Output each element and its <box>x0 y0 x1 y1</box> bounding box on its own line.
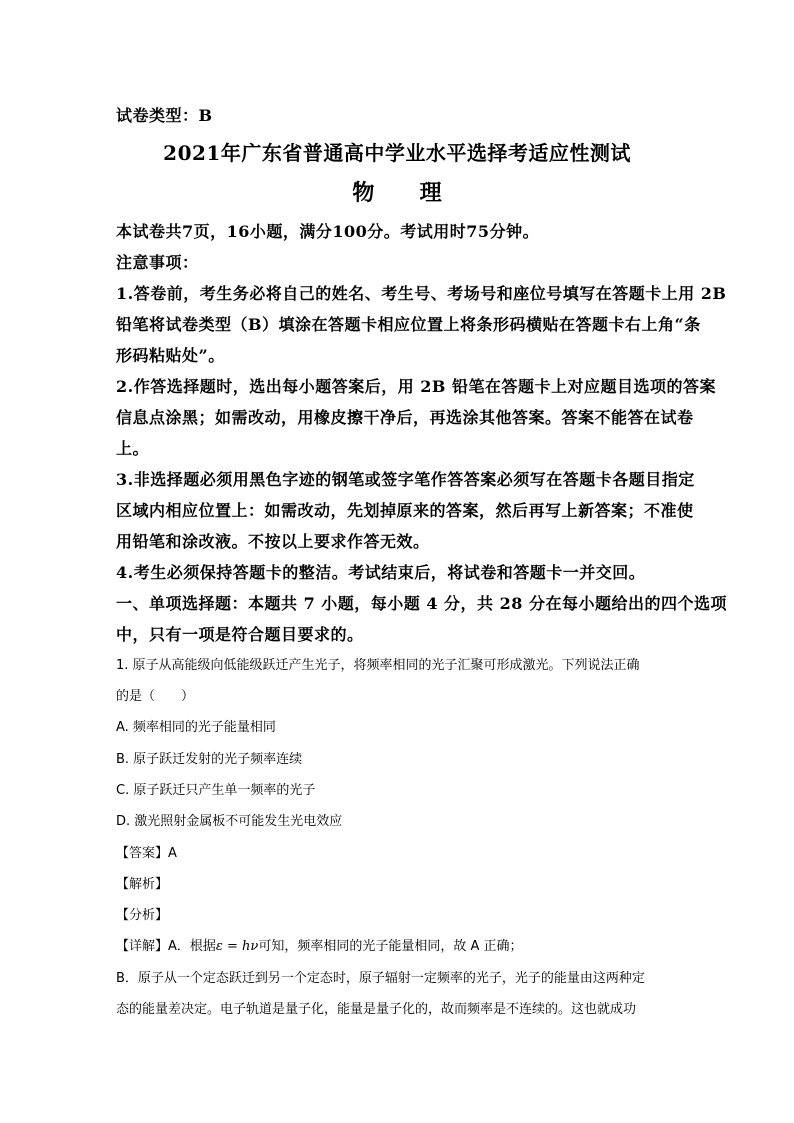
subject-char-1: 物 <box>352 180 375 206</box>
option-c: C. 原子跃迁只产生单一频率的光子 <box>116 783 316 798</box>
exam-summary: 本试卷共7页，16小题，满分100分。考试用时75分钟。 <box>116 222 540 241</box>
exam-title: 2021年广东省普通高中学业水平选择考适应性测试 <box>163 141 631 165</box>
notice-4-line-1: 4.考生必须保持答题卡的整洁。考试结束后，将试卷和答题卡一并交回。 <box>116 563 646 582</box>
paper-type: 试卷类型：B <box>116 106 213 125</box>
notice-1-line-1: 1.答卷前，考生务必将自己的姓名、考生号、考场号和座位号填写在答题卡上用 2B <box>116 284 727 303</box>
answer-label: 【答案】 <box>116 846 169 861</box>
fenxi-label: 【分析】 <box>116 908 169 923</box>
answer-line <box>116 842 177 861</box>
detail-label: 【详解】 <box>116 939 169 954</box>
option-a: A. 频率相同的光子能量相同 <box>116 720 276 735</box>
question-1-stem-line-1: 1. 原子从高能级向低能级跃迁产生光子，将频率相同的光子汇聚可形成激光。下列说法正确 <box>116 658 640 673</box>
notice-3-line-2: 区域内相应位置上：如需改动，先划掉原来的答案，然后再写上新答案；不准使 <box>116 501 694 520</box>
notice-1-line-3: 形码粘贴处”。 <box>116 346 225 365</box>
section-1-heading-line-2: 中，只有一项是符合题目要求的。 <box>116 625 364 644</box>
notice-heading: 注意事项： <box>116 253 199 272</box>
question-1-stem-line-2: 的是（ ） <box>116 689 195 704</box>
detail-a-line <box>116 935 523 954</box>
subject-char-2: 理 <box>419 180 442 206</box>
subject-title <box>0 176 794 207</box>
notice-3-line-3: 用铅笔和涂改液。不按以上要求作答无效。 <box>116 532 430 551</box>
option-d: D. 激光照射金属板不可能发生光电效应 <box>116 814 343 829</box>
option-b: B. 原子跃迁发射的光子频率连续 <box>116 752 303 767</box>
detail-a-post: 可知，频率相同的光子能量相同，故 A 正确； <box>258 939 523 954</box>
detail-b-line-2: 态的能量差决定。电子轨道是量子化，能量是量子化的，故而频率是不连续的。这也就成功 <box>116 1002 637 1017</box>
detail-a-pre: A．根据 <box>168 939 216 954</box>
notice-1-line-2: 铅笔将试卷类型（B）填涂在答题卡相应位置上将条形码横贴在答题卡右上角“条 <box>116 315 701 334</box>
notice-2-line-2: 信息点涂黑；如需改动，用橡皮擦干净后，再选涂其他答案。答案不能答在试卷 <box>116 408 694 427</box>
analysis-label: 【解析】 <box>116 877 169 892</box>
notice-2-line-1: 2.作答选择题时，选出每小题答案后，用 2B 铅笔在答题卡上对应题目选项的答案 <box>116 377 717 396</box>
notice-2-line-3: 上。 <box>116 439 150 458</box>
detail-b-line-1: B．原子从一个定态跃迁到另一个定态时，原子辐射一定频率的光子，光子的能量由这两种定 <box>116 971 645 986</box>
section-1-heading-line-1: 一、单项选择题：本题共 7 小题，每小题 4 分，共 28 分在每小题给出的四个选项 <box>116 594 727 613</box>
notice-3-line-1: 3.非选择题必须用黑色字迹的钢笔或签字笔作答答案必须写在答题卡各题目指定 <box>116 470 695 489</box>
answer-value: A <box>168 846 177 861</box>
photon-energy-formula: ε = hν <box>215 939 259 954</box>
